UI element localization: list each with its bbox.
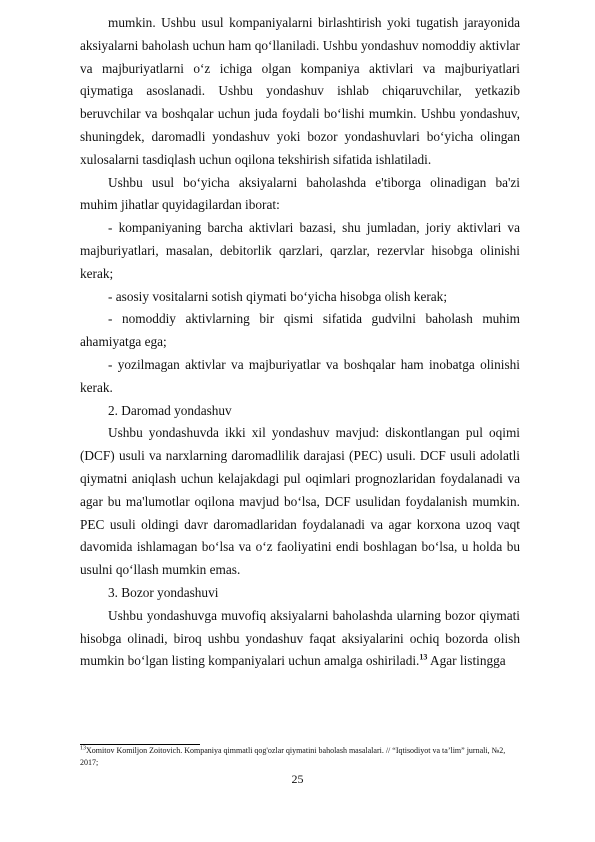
section-heading: 2. Daromad yondashuv xyxy=(108,402,232,418)
paragraph xyxy=(80,605,520,673)
paragraph: Ushbu yondashuvda ikki xil yondashuv mavjud: diskontlangan pul oqimi (DCF) usuli va narxlarning daromadlilik darajasi (PEC) usuli. DCF usuli adolatli qiymatni aniqlash uchun kelajakdagi pul oqimlari prognozlaridan foydalanadi va agar bu ma'lumotlar oqilona mavjud bo‘lsa, DCF usulidan foydalanish mumkin. PEC usuli oldingi davr daromadlaridan foydalanadi va agar korxona uzoq vaqt davomida ishlamagan bo‘lsa va o‘z faoliyatini endi boshlagan bo‘lsa, u holda bu usulni qo‘llash mumkin emas. xyxy=(80,425,520,578)
footnote-text: Xomitov Komiljon Zoitovich. Kompaniya qimmatli qog'ozlar qiymatini baholash masalalari. // “Iqtisodiyot va ta’lim” jurnali, №2, 2017; xyxy=(80,746,506,767)
paragraph-text: Ushbu yondashuvga muvofiq aksiyalarni baholashda ularning bozor qiymati hisobga olinadi, biroq ushbu yondashuv faqat aksiyalarini ochiq bozorda olish mumkin bo‘lgan listing kompaniyalari uchun amalga oshiriladi. xyxy=(80,607,520,669)
page-number: 25 xyxy=(291,772,304,786)
footnote-reference[interactable]: 13 xyxy=(419,652,428,662)
footnote xyxy=(80,745,520,769)
section-heading: 3. Bozor yondashuvi xyxy=(108,584,219,600)
footnote-marker: 13 xyxy=(80,745,86,752)
body-text xyxy=(80,12,520,673)
paragraph-tail: Agar listingga xyxy=(427,653,506,669)
list-item: - kompaniyaning barcha aktivlari bazasi, shu jumladan, joriy aktivlari va majburiyatlari, masalan, debitorlik qarzlari, qarzlar, rezervlar hisobga olinishi kerak; xyxy=(80,220,520,281)
paragraph: mumkin. Ushbu usul kompaniyalarni birlashtirish yoki tugatish jarayonida aksiyalarni baholash uchun ham qo‘llaniladi. Ushbu yondashuv nomoddiy aktivlar va majburiyatlarni o‘z ichiga olgan kompaniya aktivlari va majburiyatlari qiymatiga asoslanadi. Ushbu yondashuv ishlab chiqaruvchilar, yetkazib beruvchilar va boshqalar uchun juda foydali bo‘lishi mumkin. Ushbu yondashuv, shuningdek, daromadli yondashuv yoki bozor yondashuvlari bo‘yicha olingan xulosalarni tasdiqlash uchun oqilona tekshirish sifatida ishlatiladi. xyxy=(80,15,520,167)
list-item: - asosiy vositalarni sotish qiymati bo‘yicha hisobga olish kerak; xyxy=(108,288,448,304)
paragraph: Ushbu usul bo‘yicha aksiyalarni baholashda e'tiborga olinadigan ba'zi muhim jihatlar quyidagilardan iborat: xyxy=(80,174,520,213)
list-item: - yozilmagan aktivlar va majburiyatlar va boshqalar ham inobatga olinishi kerak. xyxy=(80,356,520,395)
list-item: - nomoddiy aktivlarning bir qismi sifatida gudvilni baholash muhim ahamiyatga ega; xyxy=(80,311,520,350)
